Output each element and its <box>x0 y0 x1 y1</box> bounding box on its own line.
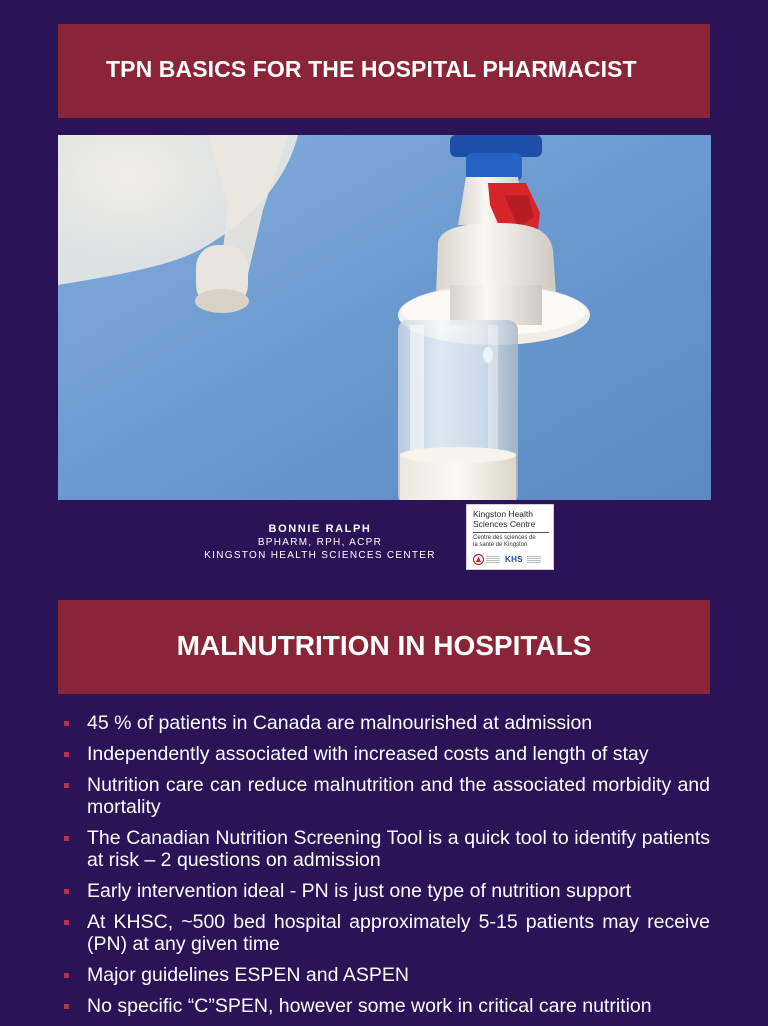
logo-french-line1: Centre des sciences de <box>473 535 536 541</box>
logo-french-name <box>473 535 551 549</box>
bullet-marker-icon <box>64 889 69 894</box>
author-credentials: BPHARM, RPH, ACPR <box>257 537 383 548</box>
bullet-marker-icon <box>64 752 69 757</box>
bullet-marker-icon <box>64 920 69 925</box>
hospital-mark-icon <box>473 554 484 565</box>
list-item <box>64 712 710 734</box>
section-title: MALNUTRITION IN HOSPITALS <box>176 630 592 661</box>
list-item <box>64 911 710 955</box>
bullet-text: Independently associated with increased costs and length of stay <box>87 743 649 765</box>
logo-partner-marks <box>473 554 551 566</box>
logo-name-line2: Sciences Centre <box>473 519 536 529</box>
bullet-text: At KHSC, ~500 bed hospital approximately 5-15 patients may receive (PN) at any given time <box>87 911 710 955</box>
section-banner <box>58 600 710 694</box>
list-item <box>64 964 710 986</box>
slide-title: TPN BASICS FOR THE HOSPITAL PHARMACIST <box>106 56 637 82</box>
list-item <box>64 774 710 818</box>
bullet-marker-icon <box>64 836 69 841</box>
author-block <box>190 522 450 562</box>
logo-name <box>473 509 549 533</box>
bullet-text: 45 % of patients in Canada are malnourished at admission <box>87 712 593 734</box>
list-item <box>64 827 710 871</box>
logo-name-line1: Kingston Health <box>473 509 534 519</box>
bullet-list <box>64 712 710 1026</box>
bullet-text: The Canadian Nutrition Screening Tool is a quick tool to identify patients at risk – 2 questions on admission <box>87 827 710 871</box>
bullet-marker-icon <box>64 1004 69 1009</box>
partner-wordmark-icon <box>486 556 500 563</box>
bullet-marker-icon <box>64 973 69 978</box>
list-item <box>64 995 710 1017</box>
bullet-text: No specific “C”SPEN, however some work in critical care nutrition <box>87 995 652 1017</box>
iv-drip-photo <box>58 135 711 500</box>
bullet-marker-icon <box>64 721 69 726</box>
khsc-logo <box>466 504 554 570</box>
bullet-text: Major guidelines ESPEN and ASPEN <box>87 964 409 986</box>
bullet-text: Nutrition care can reduce malnutrition and the associated morbidity and mortality <box>87 774 710 818</box>
partner-wordmark-icon <box>527 556 541 563</box>
list-item <box>64 743 710 765</box>
bullet-marker-icon <box>64 783 69 788</box>
khs-mark: KHS <box>505 555 523 564</box>
list-item <box>64 880 710 902</box>
logo-french-line2: la santé de Kingston <box>473 542 528 548</box>
bullet-text: Early intervention ideal - PN is just one type of nutrition support <box>87 880 632 902</box>
author-name: BONNIE RALPH <box>268 523 372 535</box>
title-banner <box>58 24 710 118</box>
author-organization: KINGSTON HEALTH SCIENCES CENTER <box>204 550 436 561</box>
